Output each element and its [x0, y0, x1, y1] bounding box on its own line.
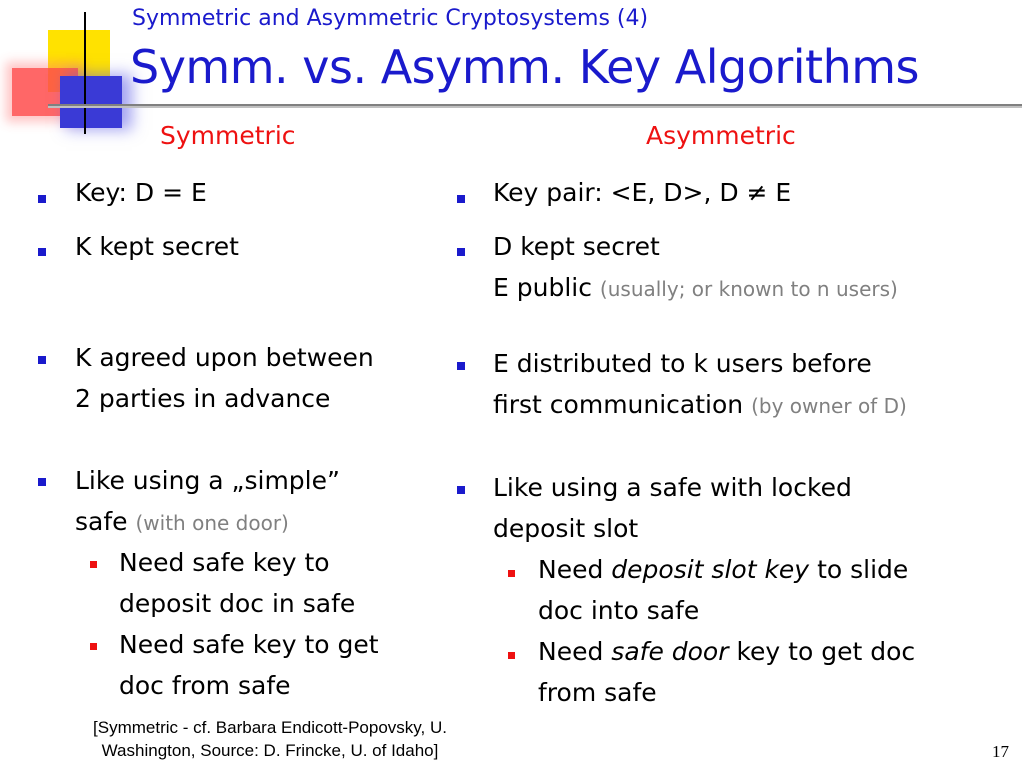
symmetric-heading: Symmetric [160, 121, 296, 150]
bullet-icon [38, 356, 46, 364]
sym-get-line2: doc from safe [119, 671, 291, 700]
page-number: 17 [992, 742, 1009, 761]
asym-sub-slot [538, 549, 908, 631]
sym-sub-deposit [119, 542, 355, 624]
bullet-icon [457, 362, 465, 370]
sub-bullet-icon [90, 561, 97, 568]
bullet-icon [457, 248, 465, 256]
sub-bullet-icon [508, 570, 515, 577]
asym-sub-door [538, 631, 915, 713]
asym-distributed-line2: first communication [493, 390, 744, 419]
asym-distributed-note: (by owner of D) [751, 394, 907, 418]
asym-distributed-line1: E distributed to k users before [493, 349, 872, 378]
asym-bullet-keypair: Key pair: <E, D>, D ≠ E [493, 178, 792, 207]
asym-secret-note: (usually; or known to n users) [599, 277, 898, 301]
asym-slot-line2: doc into safe [538, 596, 700, 625]
asym-door-line2: from safe [538, 678, 657, 707]
asym-secret-line2: E public [493, 273, 592, 302]
sym-agreed-line2: 2 parties in advance [75, 384, 331, 413]
sym-bullet-safe [75, 460, 340, 544]
sym-get-line1: Need safe key to get [119, 630, 379, 659]
sym-agreed-line1: K agreed upon between [75, 343, 374, 372]
source-citation [58, 716, 482, 762]
bullet-icon [38, 478, 46, 486]
asymmetric-heading: Asymmetric [646, 121, 796, 150]
asym-safe-line2: deposit slot [493, 514, 639, 543]
asym-door-need: Need [538, 637, 604, 666]
citation-line1: [Symmetric - cf. Barbara Endicott-Popovsky, U. [93, 718, 447, 737]
bullet-icon [38, 195, 46, 203]
title-underline-shadow [48, 106, 1022, 108]
sym-safe-note: (with one door) [135, 511, 289, 535]
sym-bullet-key: Key: D = E [75, 178, 207, 207]
decor-vertical-line [84, 12, 86, 134]
asym-slot-rest: to slide [817, 555, 909, 584]
sym-bullet-agreed [75, 337, 374, 419]
asym-secret-line1: D kept secret [493, 232, 660, 261]
bullet-icon [457, 195, 465, 203]
asym-bullet-safe [493, 467, 852, 549]
bullet-icon [457, 486, 465, 494]
citation-line2: Washington, Source: D. Frincke, U. of Idaho] [101, 741, 439, 760]
asym-bullet-secret [493, 226, 898, 310]
slide-subtitle: Symmetric and Asymmetric Cryptosystems (4) [132, 6, 649, 31]
asym-door-key: safe door [611, 637, 729, 666]
sym-bullet-secret: K kept secret [75, 232, 239, 261]
asym-bullet-distributed [493, 343, 907, 427]
sym-safe-line1: Like using a „simple” [75, 466, 340, 495]
asym-slot-key: deposit slot key [611, 555, 810, 584]
slide-title: Symm. vs. Asymm. Key Algorithms [130, 40, 920, 94]
sym-safe-line2: safe [75, 507, 128, 536]
bullet-icon [38, 248, 46, 256]
decor-blue-square [60, 76, 122, 128]
sub-bullet-icon [90, 643, 97, 650]
sym-sub-get [119, 624, 379, 706]
asym-door-rest: key to get doc [736, 637, 916, 666]
asym-slot-need: Need [538, 555, 604, 584]
sym-deposit-line1: Need safe key to [119, 548, 330, 577]
sym-deposit-line2: deposit doc in safe [119, 589, 356, 618]
sub-bullet-icon [508, 652, 515, 659]
asym-safe-line1: Like using a safe with locked [493, 473, 852, 502]
